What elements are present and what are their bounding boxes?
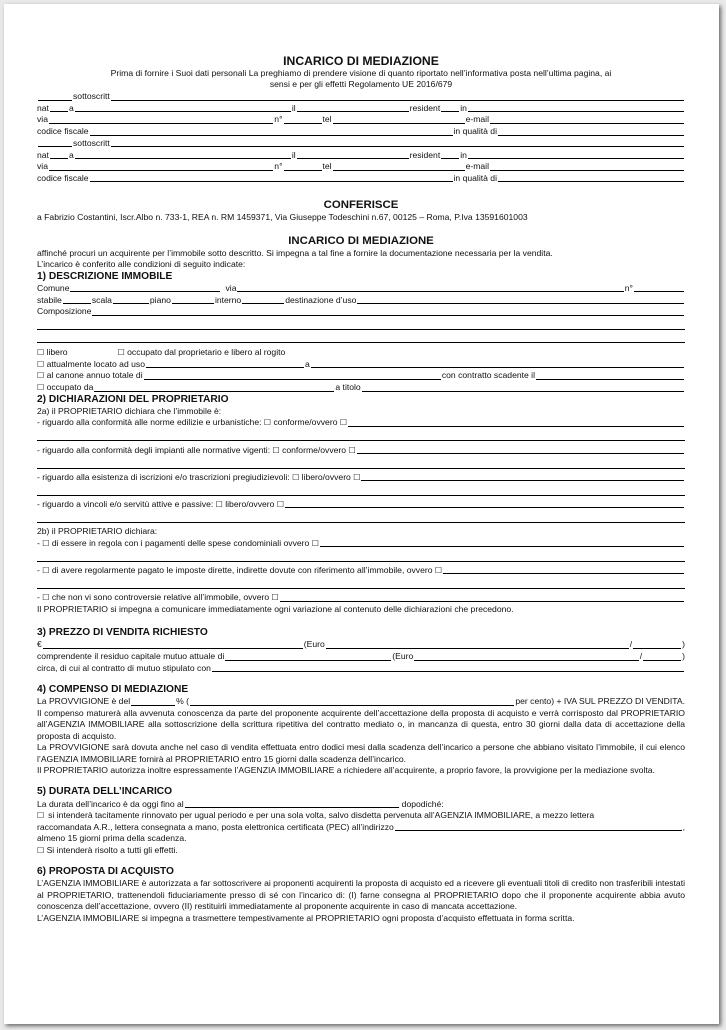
section-6-heading: 6) PROPOSTA DI ACQUISTO xyxy=(37,866,174,878)
resident-suffix-field[interactable] xyxy=(441,103,459,112)
section-2b-label: 2b) il PROPRIETARIO dichiara: xyxy=(37,526,158,537)
residuo-lettere-field[interactable] xyxy=(414,652,638,661)
provvigione-tail-label: per cento) + IVA SUL PREZZO DI VENDITA. xyxy=(515,696,685,707)
email-label: e-mail xyxy=(465,114,489,125)
interno-field[interactable] xyxy=(242,295,284,304)
stabile-field[interactable] xyxy=(63,295,91,304)
condominio-ovvero-checkbox[interactable]: ☐ xyxy=(311,538,319,548)
destinazione-field[interactable] xyxy=(357,295,684,304)
rinnovo-line-2: raccomandata A.R., lettera consegnata a mano, posta elettronica certificata (PEC) all’indirizzo xyxy=(37,821,394,832)
residuo-euro-label: (Euro xyxy=(392,651,414,662)
residuo-slash-label: / xyxy=(639,651,643,662)
prezzo-cents-field[interactable] xyxy=(633,640,681,649)
durata-label: La durata dell’incarico è da oggi fino al xyxy=(37,798,184,809)
q-vincoli-label: - riguardo a vincoli e/o servitù attive e passive: xyxy=(37,499,214,510)
street-label: via xyxy=(37,161,48,172)
euro-sign-label: € xyxy=(37,639,42,650)
intro-line-1: affinché procuri un acquirente per l’immobile sotto descritto. Si impegna a tal fine a fornire la documentazione necessaria per la vendita. xyxy=(37,247,553,258)
provvigione-percent-field[interactable] xyxy=(131,697,175,706)
tax-code-field[interactable] xyxy=(90,173,453,182)
risolto-checkbox[interactable]: ☐ xyxy=(37,846,45,856)
occupato-da-checkbox[interactable]: ☐ xyxy=(37,383,45,393)
number-label: n° xyxy=(274,161,283,172)
residence-label: in xyxy=(460,149,467,160)
section-5-heading: 5) DURATA DELL’INCARICO xyxy=(37,786,173,798)
compenso-paragraph-3: Il PROPRIETARIO autorizza inoltre espressamente l’AGENZIA IMMOBILIARE a richiedere all’acquirente, a proprio favore, la provvigione per la mediazione svolta. xyxy=(37,764,655,775)
birthplace-label: a xyxy=(68,102,74,113)
proposta-paragraph-1: L’AGENZIA IMMOBILIARE è autorizzata a far sottoscrivere ai proponenti acquirenti la proposta di acquisto ed a ricevere gli eventuali titoli di credito non trasferibili intestati al PROPRIETARIO, trattenendoli fiduciariamente presso di sé con l’incarico di: (I) farne consegna al PROPRIETARIO dopo che il proponente acquirente abbia avuto conoscenza dell’accettazione, ovvero (II) restituirli immediatamente al proponente acquirente in caso di mancata accettazione. xyxy=(37,878,685,912)
locato-tenant-field[interactable] xyxy=(311,359,684,368)
birthplace-field[interactable] xyxy=(75,150,291,159)
imposte-ovvero-checkbox[interactable]: ☐ xyxy=(434,566,443,576)
sottoscritt-suffix-field[interactable] xyxy=(38,138,72,147)
residence-label: in xyxy=(460,102,467,113)
privacy-line-1: Prima di fornire i Suoi dati personali La preghiamo di prendere visione di quanto riportato nell’informativa posta nell’ultima pagina, ai xyxy=(110,68,612,78)
sottoscritt-label: sottoscritt xyxy=(73,91,110,102)
edilizia-notes-field[interactable] xyxy=(348,418,684,427)
compenso-paragraph-1: Il compenso maturerà alla avvenuta conoscenza da parte del proponente acquirente dell’accettazione della proposta di acquisto e verrà corrisposto dal PROPRIETARIO all’AGENZIA IMMOBILIARE alla sottoscrizione della scrittura ripetitiva del contratto mediato o, in mancanza di questa, entro 30 giorni dalla data di accettazione della proposta di acquisto. xyxy=(37,707,685,741)
sottoscritt-label: sottoscritt xyxy=(73,137,110,148)
titolo-field[interactable] xyxy=(362,383,684,392)
vincoli-libero-label: libero/ovvero xyxy=(225,499,275,510)
comune-label: Comune xyxy=(37,282,70,293)
number-field[interactable] xyxy=(284,115,322,124)
controversie-notes-field[interactable] xyxy=(280,593,684,602)
impianti-notes-field[interactable] xyxy=(357,445,684,454)
nat-suffix-field[interactable] xyxy=(50,103,68,112)
provvigione-label: La PROVVIGIONE è del xyxy=(37,696,131,707)
libero-label: libero xyxy=(46,347,68,358)
nat-label: nat xyxy=(37,102,49,113)
nat-label: nat xyxy=(37,149,49,160)
condominio-notes-field[interactable] xyxy=(320,538,684,547)
document-page: INCARICO DI MEDIAZIONE Prima di fornire i Suoi dati personali La preghiamo di prendere visione di quanto riportato nell’informativa posta nell’ultima pagina, ai sensi e per gli effetti Regolamento UE 2016/679 sottoscritt nat a il resident in via n° tel e-mail codice fiscale in qualità di sottoscritt nat a il resident in via n° tel e-mail codice fiscale in qualità di CONFERISCE a Fabrizio Costantini, Iscr.Albo n. 733-1, REA n. RM 1459371, Via Giuseppe Todeschini n.67, 00125 – Roma, P.Iva 13591601003 INCARICO DI MEDIAZIONE affinché procuri un acquirente per l’immobile sotto descritto. Si impegna a tal fine a fornire la documentazione necessaria per la vendita. L’incarico è conferito alle condizioni di seguito indicate: 1) DESCRIZIONE IMMOBILE Comune via n° stabile scala piano interno destinazione d’uso Composizione ☐ libero ☐ occupato dal proprietario e libero al rogito ☐ attualmente locato ad uso a ☐ al canone annuo totale di con contratto scadente il ☐ occupato da a titolo 2) DICHIARAZIONI DEL PROPRIETARIO 2a) il PROPRIETARIO dichiara che l’immobile è: - riguardo alla conformità alle norme edilizie e urbanistiche: ☐ conforme/ovvero ☐ - riguardo alla conformità degli impianti alle normative vigenti: ☐ conforme/ovvero ☐ - riguardo alla esistenza di iscrizioni e/o trascrizioni pregiudizievoli: ☐ libero/ovvero ☐ - riguardo a vincoli e/o servitù attive e passive: ☐ libero/ovvero ☐ 2b) il PROPRIETARIO dichiara: - ☐ di essere in regola con i pagamenti delle spese condominiali ovvero ☐ - ☐ di avere regolarmente pagato le imposte dirette, indirette dovute con riferimento all’immobile, ovvero ☐ - ☐ che non vi sono controversie relative all’immobile, ovvero ☐ Il PROPRIETARIO si impegna a comunicare immediatamente ogni variazione al contenuto delle dichiarazioni che precedono. 3) PREZZO DI VENDITA RICHIESTO € (Euro / ) comprendente il residuo capitale mutuo attuale di (Euro / ) circa, di cui al contratto di mutuo stipulato con 4) COMPENSO DI MEDIAZIONE La PROVVIGIONE è del % ( per cento) + IVA SUL PREZZO DI VENDITA. Il compenso maturerà alla avvenuta conoscenza da parte del proponente acquirente dell’accettazione della proposta di acquisto e verrà corrisposto dal PROPRIETARIO all’AGENZIA IMMOBILIARE alla sottoscrizione della scrittura ripetitiva del contratto mediato o, in mancanza di questa, entro 30 giorni dalla data di accettazione della proposta di acquisto. La PROVVIGIONE sarà dovuta anche nel caso di vendita effettuata entro dodici mesi dalla scadenza dell’incarico a persone che abbiano visitato l’immobile, il cui elenco l’AGENZIA IMMOBILIARE fornirà al PROPRIETARIO entro 15 giorni dalla scadenza dell’incarico. Il PROPRIETARIO autorizza inoltre espressamente l’AGENZIA IMMOBILIARE a richiedere all’acquirente, a proprio favore, la provvigione per la mediazione svolta. 5) DURATA DELL’INCARICO La durata dell’incarico è da oggi fino al dopodiché: ☐ si intenderà tacitamente rinnovato per ugual periodo e per una sola volta, salvo disdetta pervenuta all’AGENZIA IMMOBILIARE, a mezzo lettera raccomandata A.R., lettera consegnata a mano, posta elettronica certificata (PEC) all’indirizzo , almeno 15 giorni prima della scadenza. ☐ Si intenderà risolto a tutti gli effetti. 6) PROPOSTA DI ACQUISTO L’AGENZIA IMMOBILIARE è autorizzata a far sottoscrivere ai proponenti acquirenti la proposta di acquisto ed a ricevere gli eventuali titoli di credito non trasferibili intestati al PROPRIETARIO, trattenendoli fiduciariamente presso di sé con l’incarico di: (I) farne consegna al PROPRIETARIO dopo che il proponente acquirente abbia avuto conoscenza dell’accettazione, ovvero (II) restituirli immediatamente al proponente acquirente in caso di mancata accettazione. L’AGENZIA IMMOBILIARE si impegna a trasmettere tempestivamente al PROPRIETARIO ogni proposta d’acquisto effettuata in forma scritta. xyxy=(4,4,719,1024)
prezzo-euro-label: (Euro xyxy=(303,639,325,650)
pec-address-field[interactable] xyxy=(395,822,682,831)
condominio-checkbox[interactable]: ☐ xyxy=(42,538,50,548)
occupato-da-label: occupato da xyxy=(46,382,94,393)
street-label: via xyxy=(37,114,48,125)
locato-uso-field[interactable] xyxy=(146,359,304,368)
resident-suffix-field[interactable] xyxy=(441,150,459,159)
titolo-label: a titolo xyxy=(335,382,361,393)
edilizia-conforme-label: conforme/ovvero xyxy=(273,417,338,428)
durata-date-field[interactable] xyxy=(185,799,399,808)
composizione-line-3[interactable] xyxy=(37,330,685,343)
section-4-heading: 4) COMPENSO DI MEDIAZIONE xyxy=(37,684,189,696)
email-field[interactable] xyxy=(490,162,684,171)
number-label: n° xyxy=(274,114,283,125)
intro-line-2: L’incarico è conferito alle condizioni di seguito indicate: xyxy=(37,259,246,270)
sottoscritt-name-field[interactable] xyxy=(111,138,684,147)
rinnovo-line-1: si intenderà tacitamente rinnovato per ugual periodo e per una sola volta, salvo disdetta pervenuta all’AGENZIA IMMOBILIARE, a mezzo lettera xyxy=(48,810,595,821)
occupato-proprietario-checkbox[interactable]: ☐ xyxy=(117,348,125,358)
locato-label: attualmente locato ad uso xyxy=(46,358,145,369)
vincoli-ovvero-checkbox[interactable]: ☐ xyxy=(276,500,284,510)
sottoscritt-suffix-field[interactable] xyxy=(38,92,72,101)
birthdate-label: il xyxy=(291,149,296,160)
iscrizioni-libero-label: libero/ovvero xyxy=(301,471,351,482)
civic-number-field[interactable] xyxy=(634,283,684,292)
civic-number-label: n° xyxy=(624,282,633,293)
email-label: e-mail xyxy=(465,161,489,172)
occupato-da-field[interactable] xyxy=(94,383,334,392)
controversie-checkbox[interactable]: ☐ xyxy=(42,593,50,603)
birthdate-field[interactable] xyxy=(297,103,409,112)
provvigione-pct-label: % ( xyxy=(176,696,190,707)
conferisce-heading: CONFERISCE xyxy=(323,199,399,212)
resident-label: resident xyxy=(409,102,441,113)
stabile-label: stabile xyxy=(37,294,62,305)
number-field[interactable] xyxy=(284,162,322,171)
canone-field[interactable] xyxy=(144,371,441,380)
role-label: in qualità di xyxy=(453,172,497,183)
prezzo-lettere-field[interactable] xyxy=(326,640,629,649)
proposta-paragraph-2: L’AGENZIA IMMOBILIARE si impegna a trasmettere tempestivamente al PROPRIETARIO ogni proposta d’acquisto effettuata in forma scritta. xyxy=(37,912,575,923)
mutuo-label: circa, di cui al contratto di mutuo stipulato con xyxy=(37,662,211,673)
prezzo-cifre-field[interactable] xyxy=(43,640,303,649)
piano-field[interactable] xyxy=(172,295,214,304)
role-label: in qualità di xyxy=(453,126,497,137)
tax-code-field[interactable] xyxy=(90,127,453,136)
controversie-ovvero-checkbox[interactable]: ☐ xyxy=(271,593,279,603)
q-iscrizioni-label: - riguardo alla esistenza di iscrizioni e/o trascrizioni pregiudizievoli: xyxy=(37,471,290,482)
tax-code-label: codice fiscale xyxy=(37,172,89,183)
role-field[interactable] xyxy=(498,127,684,136)
section-2a-label: 2a) il PROPRIETARIO dichiara che l’immobile è: xyxy=(37,405,222,416)
street-field[interactable] xyxy=(49,162,273,171)
tel-field[interactable] xyxy=(333,162,465,171)
pec-comma-label: , xyxy=(682,821,685,832)
scadente-label: con contratto scadente il xyxy=(441,370,535,381)
composizione-line-2[interactable] xyxy=(37,318,685,331)
condominio-notes-line-2[interactable] xyxy=(37,549,685,562)
piano-label: piano xyxy=(149,294,171,305)
compenso-paragraph-2: La PROVVIGIONE sarà dovuta anche nel caso di vendita effettuata entro dodici mesi dalla scadenza dell’incarico a persone che abbiano visitato l’immobile, il cui elenco l’AGENZIA IMMOBILIARE fornirà al PROPRIETARIO entro 15 giorni dalla scadenza dell’incarico. xyxy=(37,742,685,764)
section-3-heading: 3) PREZZO DI VENDITA RICHIESTO xyxy=(37,627,208,639)
birthdate-field[interactable] xyxy=(297,150,409,159)
section-2-heading: 2) DICHIARAZIONI DEL PROPRIETARIO xyxy=(37,393,229,405)
condominio-label: di essere in regola con i pagamenti delle spese condominiali ovvero xyxy=(51,537,310,548)
section-1-heading: 1) DESCRIZIONE IMMOBILE xyxy=(37,270,173,282)
iscrizioni-notes-line-2[interactable] xyxy=(37,483,685,496)
incarico-heading: INCARICO DI MEDIAZIONE xyxy=(288,234,434,247)
locato-a-label: a xyxy=(304,358,310,369)
vincoli-notes-field[interactable] xyxy=(285,499,684,508)
locato-checkbox[interactable]: ☐ xyxy=(37,359,45,369)
canone-label: al canone annuo totale di xyxy=(46,370,143,381)
composizione-field[interactable] xyxy=(92,307,684,316)
risolto-label: Si intenderà risolto a tutti gli effetti. xyxy=(46,845,178,856)
edilizia-ovvero-checkbox[interactable]: ☐ xyxy=(339,418,348,428)
edilizia-conforme-checkbox[interactable]: ☐ xyxy=(263,418,272,428)
canone-checkbox[interactable]: ☐ xyxy=(37,371,45,381)
iscrizioni-notes-field[interactable] xyxy=(361,472,684,481)
page-title: INCARICO DI MEDIAZIONE xyxy=(283,54,439,68)
imposte-checkbox[interactable]: ☐ xyxy=(42,566,50,576)
impianti-ovvero-checkbox[interactable]: ☐ xyxy=(348,445,356,455)
composizione-label: Composizione xyxy=(37,306,92,317)
birthplace-field[interactable] xyxy=(75,103,291,112)
birthdate-label: il xyxy=(291,102,296,113)
via-field[interactable] xyxy=(237,283,623,292)
q-edilizia-label: - riguardo alla conformità alle norme edilizie e urbanistiche: xyxy=(37,417,262,428)
rinnovo-checkbox[interactable]: ☐ xyxy=(37,811,45,821)
residence-field[interactable] xyxy=(468,103,684,112)
mutuo-field[interactable] xyxy=(212,663,684,672)
birthplace-label: a xyxy=(68,149,74,160)
impianti-notes-line-2[interactable] xyxy=(37,456,685,469)
tax-code-label: codice fiscale xyxy=(37,126,89,137)
role-field[interactable] xyxy=(498,173,684,182)
impianti-conforme-label: conforme/ovvero xyxy=(282,444,347,455)
destinazione-label: destinazione d’uso xyxy=(285,294,357,305)
privacy-line-2: sensi e per gli effetti Regolamento UE 2016/679 xyxy=(269,79,453,90)
via-label: via xyxy=(225,282,237,293)
interno-label: interno xyxy=(214,294,242,305)
party-2-block xyxy=(37,138,685,185)
agency-details: a Fabrizio Costantini, Iscr.Albo n. 733-1, REA n. RM 1459371, Via Giuseppe Todeschini n.67, 00125 – Roma, P.Iva 13591601003 xyxy=(37,212,528,223)
rinnovo-line-3: almeno 15 giorni prima della scadenza. xyxy=(37,833,187,844)
party-1-block xyxy=(37,91,685,138)
dopodiche-label: dopodiché: xyxy=(401,798,444,809)
vincoli-libero-checkbox[interactable]: ☐ xyxy=(215,500,223,510)
prezzo-close-label: ) xyxy=(682,639,685,650)
tel-label: tel xyxy=(322,114,332,125)
imposte-notes-line-2[interactable] xyxy=(37,576,685,589)
scadente-field[interactable] xyxy=(536,371,684,380)
residuo-label: comprendente il residuo capitale mutuo attuale di xyxy=(37,651,225,662)
prezzo-slash-label: / xyxy=(629,639,633,650)
iscrizioni-ovvero-checkbox[interactable]: ☐ xyxy=(353,472,361,482)
vincoli-notes-line-2[interactable] xyxy=(37,510,685,523)
scala-field[interactable] xyxy=(113,295,149,304)
iscrizioni-libero-checkbox[interactable]: ☐ xyxy=(292,472,300,482)
resident-label: resident xyxy=(409,149,441,160)
occupato-proprietario-label: occupato dal proprietario e libero al rogito xyxy=(127,347,286,358)
nat-suffix-field[interactable] xyxy=(50,150,68,159)
comune-field[interactable] xyxy=(70,283,220,292)
tel-label: tel xyxy=(322,161,332,172)
libero-checkbox[interactable]: ☐ xyxy=(37,348,45,358)
impianti-conforme-checkbox[interactable]: ☐ xyxy=(272,445,280,455)
street-field[interactable] xyxy=(49,115,273,124)
controversie-label: che non vi sono controversie relative all’immobile, ovvero xyxy=(51,592,270,603)
residuo-cifre-field[interactable] xyxy=(225,652,391,661)
email-field[interactable] xyxy=(490,115,684,124)
section-2-closing: Il PROPRIETARIO si impegna a comunicare immediatamente ogni variazione al contenuto delle dichiarazioni che precedono. xyxy=(37,603,514,614)
q-impianti-label: - riguardo alla conformità degli impianti alle normative vigenti: xyxy=(37,444,271,455)
scala-label: scala xyxy=(91,294,112,305)
residuo-cents-field[interactable] xyxy=(643,652,681,661)
residence-field[interactable] xyxy=(468,150,684,159)
edilizia-notes-line-2[interactable] xyxy=(37,429,685,442)
imposte-label: di avere regolarmente pagato le imposte dirette, indirette dovute con riferimento all’immobile, ovvero xyxy=(51,565,433,576)
residuo-close-label: ) xyxy=(682,651,685,662)
tel-field[interactable] xyxy=(333,115,465,124)
sottoscritt-name-field[interactable] xyxy=(111,92,684,101)
imposte-notes-field[interactable] xyxy=(443,565,684,574)
provvigione-lettere-field[interactable] xyxy=(190,697,514,706)
